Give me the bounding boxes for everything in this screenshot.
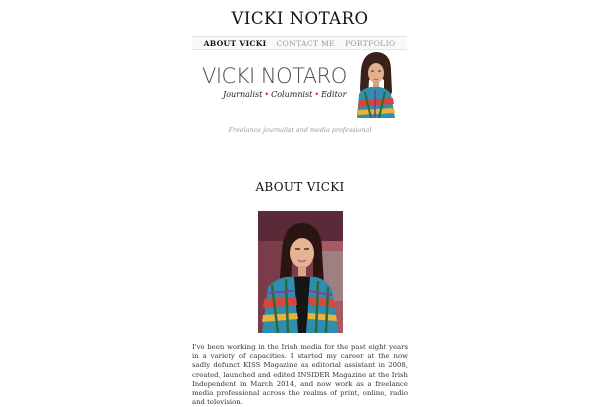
- banner-roles: [223, 90, 346, 99]
- banner-separator: •: [264, 90, 270, 99]
- banner-role-journalist: Journalist: [223, 90, 263, 99]
- banner-portrait-image: [351, 50, 399, 118]
- main-nav: [192, 36, 407, 50]
- site-tagline: Freelance journalist and media professional: [228, 126, 372, 134]
- banner-separator: •: [314, 90, 320, 99]
- nav-item-contact[interactable]: CONTACT ME: [276, 38, 335, 48]
- site-title[interactable]: VICKI NOTARO: [231, 9, 369, 28]
- nav-item-about[interactable]: ABOUT VICKI: [203, 38, 267, 48]
- header-banner: [192, 50, 407, 118]
- nav-item-portfolio[interactable]: PORTFOLIO: [344, 38, 396, 48]
- bio-paragraph: I've been working in the Irish media for the past eight years in a variety of capacities. I started my career at the now sadly defunct KISS Magazine as editorial assistant in 2008, created, launched and edited INSIDER Magazine at the Irish Independent in March 2014, and now work as a freelance media professional across the realms of print, online, radio and television.: [192, 343, 408, 407]
- vicki-portrait-image: [258, 211, 343, 333]
- banner-name: VICKI NOTARO: [202, 64, 347, 88]
- banner-role-columnist: Columnist: [271, 90, 313, 99]
- banner-role-editor: Editor: [321, 90, 347, 99]
- page-title: ABOUT VICKI: [255, 180, 345, 194]
